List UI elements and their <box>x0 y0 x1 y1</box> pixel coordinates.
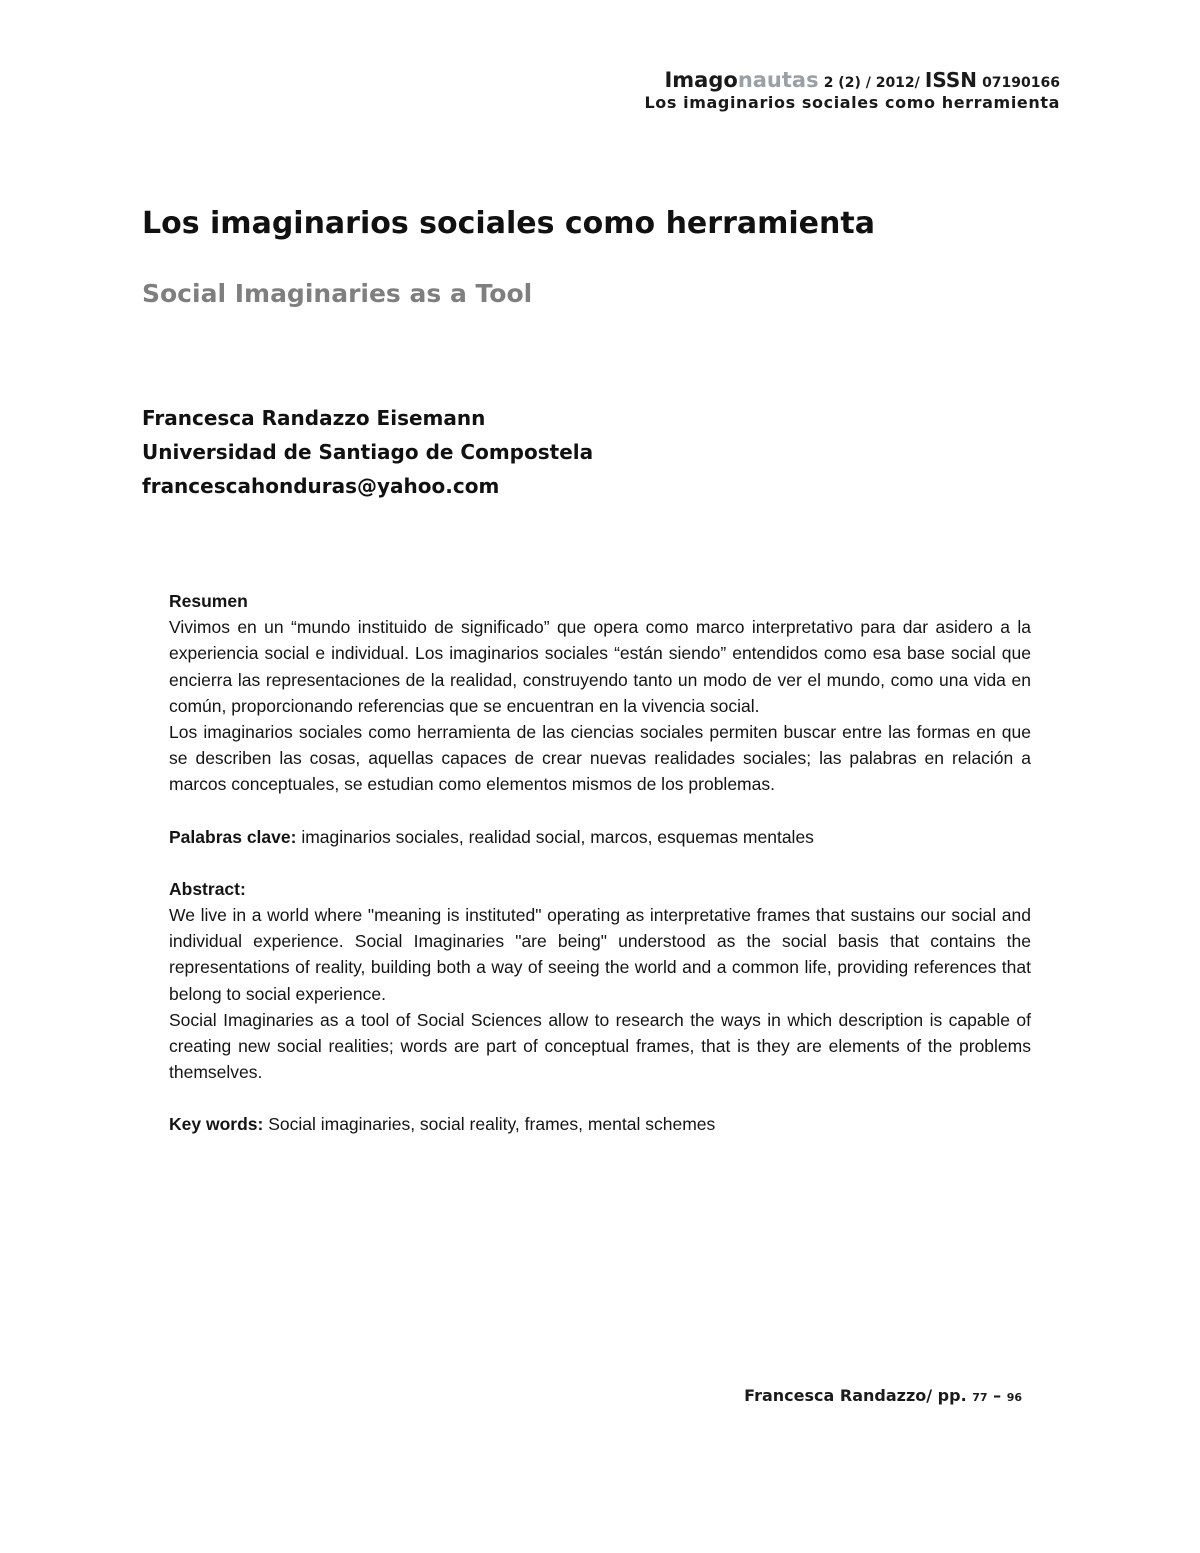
article-title-es: Los imaginarios sociales como herramienta <box>142 206 875 241</box>
abstract-keywords-text: Social imaginaries, social reality, frames, mental schemes <box>268 1114 716 1135</box>
footer-dash: – <box>993 1386 1002 1405</box>
article-title-en: Social Imaginaries as a Tool <box>142 279 533 308</box>
resumen-paragraph: Los imaginarios sociales como herramienta de las ciencias sociales permiten buscar entre las formas en que se describen las cosas, aquellas capaces de crear nuevas realidades sociales; las palabras en relación a marcos conceptuales, se estudian como elementos mismos de los problemas. <box>169 722 1031 795</box>
page-footer <box>744 1384 1022 1410</box>
resumen-paragraph: Vivimos en un “mundo instituido de significado” que opera como marco interpretativo para dar asidero a la experiencia social e individual. Los imaginarios sociales “están siendo” entendidos como esa base social que encierra las representaciones de la realidad, construyendo tanto un modo de ver el mundo, como una vida en común, proporcionando referencias que se encuentran en la vivencia social. <box>169 617 1031 716</box>
resumen-keywords-text: imaginarios sociales, realidad social, marcos, esquemas mentales <box>301 826 814 847</box>
journal-issue: 2 (2) / 2012/ <box>823 75 920 91</box>
abstract-keywords <box>169 1111 1031 1137</box>
journal-name-imago: Imago <box>664 68 738 92</box>
author-name: Francesca Randazzo Eisemann <box>142 406 486 430</box>
author-block <box>142 401 593 503</box>
footer-page-start: 77 <box>972 1391 988 1404</box>
running-header-short-title: Los imaginarios sociales como herramienta <box>644 93 1060 112</box>
abstract-heading: Abstract: <box>169 878 246 899</box>
issn-number: 07190166 <box>982 75 1060 91</box>
abstract-paragraph: Social Imaginaries as a tool of Social Sciences allow to research the ways in which description is capable of creating new social realities; words are part of conceptual frames, that is they are elements of the problems themselves. <box>169 1009 1031 1083</box>
author-affiliation: Universidad de Santiago de Compostela <box>142 440 594 464</box>
abstract-keywords-label: Key words: <box>169 1114 264 1135</box>
author-email: francescahonduras@yahoo.com <box>142 474 500 498</box>
abstract-paragraph: We live in a world where "meaning is instituted" operating as interpretative frames that sustains our social and individual experience. Social Imaginaries "are being" understood as the social basis that contains the representations of reality, building both a way of seeing the world and a common life, providing references that belong to social experience. <box>169 905 1031 1004</box>
resumen-heading: Resumen <box>169 591 248 611</box>
issn-label: ISSN <box>924 68 977 92</box>
journal-name-nautas: nautas <box>737 68 819 92</box>
resumen-keywords-label: Palabras clave: <box>169 826 297 847</box>
footer-author-pages: Francesca Randazzo/ pp. <box>744 1386 967 1405</box>
resumen-keywords <box>169 824 1031 850</box>
abstract-section <box>169 588 1031 1138</box>
footer-page-end: 96 <box>1006 1391 1022 1404</box>
